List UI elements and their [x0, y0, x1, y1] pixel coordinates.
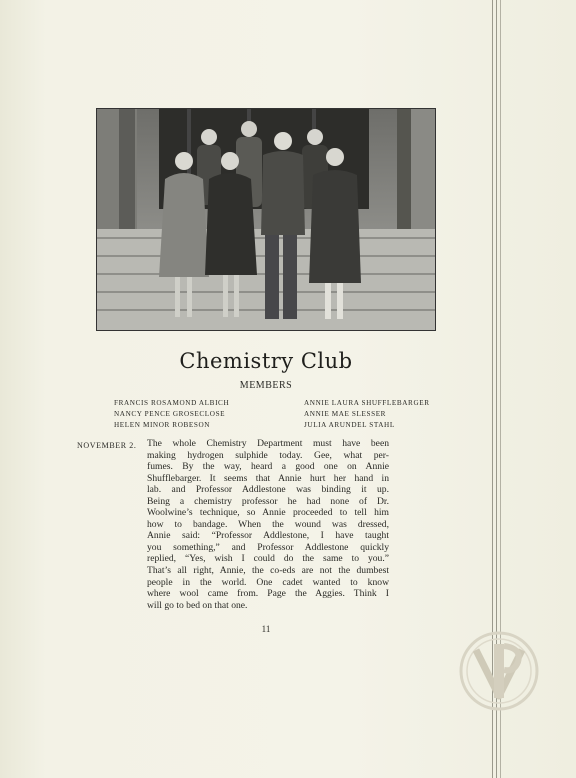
members-column-right: [304, 398, 430, 431]
text-line: where wool came from. Page the Aggies. Think I: [147, 588, 389, 600]
text-line: how to bandage. When the wound was dressed,: [147, 518, 389, 530]
entry-date: NOVEMBER 2.: [77, 441, 137, 450]
text-line: replied, “Yes, wish I could do the same to you.”: [147, 553, 389, 565]
text-line: Shufflebarger. It seems that Annie hurt her hand in: [147, 472, 389, 484]
club-title: Chemistry Club: [179, 349, 353, 373]
page-number: 11: [261, 624, 271, 634]
text-line: Annie said: “Professor Addlestone, I have taught: [147, 530, 389, 542]
monogram-seal-icon: [458, 630, 540, 712]
member-name: JULIA ARUNDEL STAHL: [304, 421, 395, 429]
member-name: ANNIE MAE SLESSER: [304, 410, 387, 418]
member-name: HELEN MINOR ROBESON: [114, 421, 211, 429]
text-line: fumes. By the way, heard a good one on Annie: [147, 461, 389, 473]
members-heading: MEMBERS: [239, 380, 293, 391]
text-line: making hydrogen sulphide today. Gee, what per-: [147, 449, 389, 461]
text-line: The whole Chemistry Department must have been: [147, 438, 389, 449]
text-line: That’s all right, Annie, the co-eds are not the dumbest: [147, 565, 389, 577]
member-name: NANCY PENCE GROSECLOSE: [114, 410, 226, 418]
members-column-left: [114, 398, 229, 431]
member-name: FRANCIS ROSAMOND ALBICH: [114, 399, 230, 407]
text-line: people in the world. One cadet wanted to know: [147, 576, 389, 588]
text-line: Being a chemistry professor he had none of Dr.: [147, 495, 389, 507]
group-photo: [96, 108, 436, 331]
text-line: lab. and Professor Addlestone was binding it up.: [147, 484, 389, 496]
member-name: ANNIE LAURA SHUFFLEBARGER: [304, 399, 430, 407]
text-line: will go to bed on that one.: [147, 599, 248, 611]
entry-text: [147, 438, 389, 611]
text-line: you something,” and Professor Addlestone quickly: [147, 541, 389, 553]
text-line: Woolwine’s technique, so Annie proceeded to tell him: [147, 507, 389, 519]
